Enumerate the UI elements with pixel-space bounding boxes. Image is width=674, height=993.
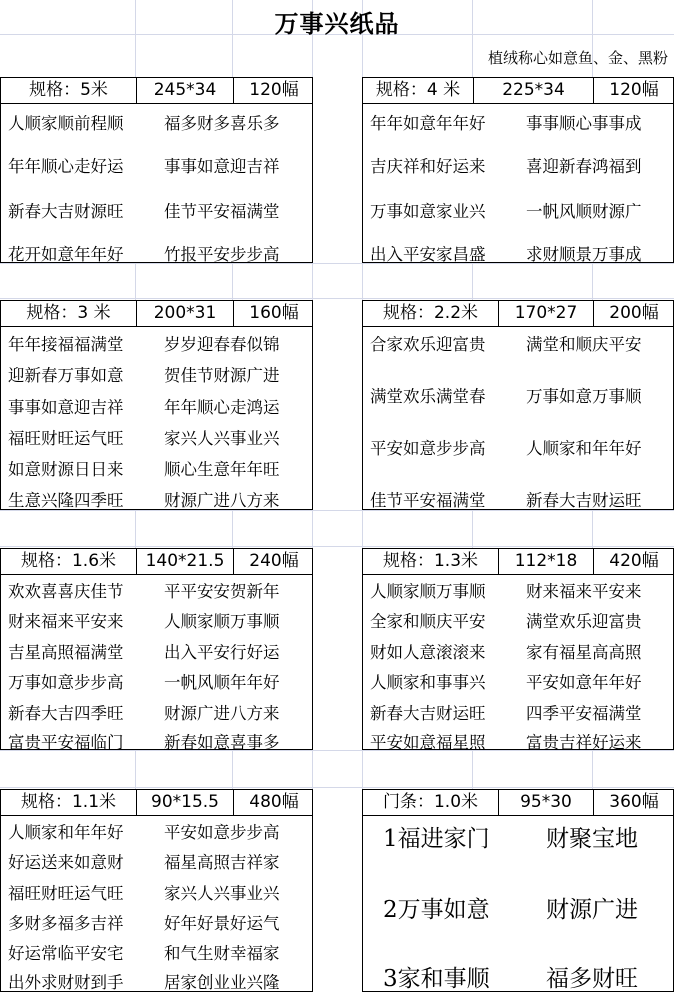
- size-label: 112*18: [498, 549, 593, 574]
- couplet-right: 顺心生意年年旺: [164, 460, 280, 479]
- couplet-right: 满堂和顺庆平安: [526, 335, 642, 354]
- spec-section-1-3m: [362, 548, 674, 750]
- grid-line: [0, 546, 674, 547]
- couplet-left: 出入平安家昌盛: [370, 245, 486, 264]
- section-header: [363, 78, 673, 104]
- couplet-left: 全家和顺庆平安: [370, 612, 486, 631]
- grid-line: [0, 787, 674, 788]
- couplet-left: 富贵平安福临门: [8, 733, 124, 752]
- couplet-left: 满堂欢乐满堂春: [370, 387, 486, 406]
- count-label: 240幅: [233, 549, 314, 574]
- count-label: 120幅: [233, 78, 314, 103]
- count-label: 360幅: [593, 790, 674, 815]
- spec-section-door-strip: [362, 789, 674, 992]
- couplet-left: 财来福来平安来: [8, 612, 124, 631]
- spec-section-1-6m: [0, 548, 313, 750]
- couplet-left: 人顺家和事事兴: [370, 673, 486, 692]
- couplet-left: 佳节平安福满堂: [370, 491, 486, 510]
- section-header: [363, 301, 673, 327]
- couplet-left: 新春大吉财源旺: [8, 202, 124, 221]
- section-header: [1, 78, 312, 104]
- couplet-right: 财源广进八方来: [164, 491, 280, 510]
- couplet-right: 新春如意喜事多: [164, 733, 280, 752]
- spec-label: 规格：2.2米: [382, 303, 479, 323]
- count-label: 420幅: [593, 549, 674, 574]
- section-header: [363, 549, 673, 575]
- couplet-left: 1福进家门: [383, 826, 490, 852]
- couplet-left: 生意兴隆四季旺: [8, 491, 124, 510]
- couplet-right: 年年顺心走鸿运: [164, 398, 280, 417]
- product-subtitle: 植绒称心如意鱼、金、黑粉: [487, 49, 668, 67]
- couplet-left: 欢欢喜喜庆佳节: [8, 582, 124, 601]
- couplet-left: 合家欢乐迎富贵: [370, 335, 486, 354]
- count-label: 120幅: [593, 78, 674, 103]
- couplet-right: 佳节平安福满堂: [164, 202, 280, 221]
- count-label: 160幅: [233, 301, 314, 326]
- couplet-right: 家兴人兴事业兴: [164, 884, 280, 903]
- size-label: 225*34: [473, 78, 593, 103]
- couplet-right: 平平安安贺新年: [164, 582, 280, 601]
- couplet-right: 人顺家和年年好: [526, 439, 642, 458]
- couplet-right: 财聚宝地: [546, 826, 638, 852]
- spec-label: 规格：1.1米: [20, 792, 117, 812]
- couplet-left: 年年如意年年好: [370, 114, 486, 133]
- couplet-left: 好运常临平安宅: [8, 944, 124, 963]
- couplet-right: 富贵吉祥好运来: [526, 733, 642, 752]
- couplet-left: 如意财源日日来: [8, 460, 124, 479]
- spec-section-3m: [0, 300, 313, 510]
- couplet-right: 事事顺心事事成: [526, 114, 642, 133]
- couplet-right: 出入平安行好运: [164, 643, 280, 662]
- couplet-right: 万事如意万事顺: [526, 387, 642, 406]
- couplet-left: 多财多福多吉祥: [8, 914, 124, 933]
- couplet-right: 福星高照吉祥家: [164, 853, 280, 872]
- couplet-right: 平安如意步步高: [164, 823, 280, 842]
- couplet-right: 贺佳节财源广进: [164, 366, 280, 385]
- section-header: [363, 790, 673, 816]
- couplet-left: 2万事如意: [383, 897, 490, 923]
- spec-label: 规格：1.6米: [20, 551, 117, 571]
- couplet-left: 3家和事顺: [383, 966, 490, 992]
- grid-line: [0, 298, 674, 299]
- couplet-right: 一帆风顺年年好: [164, 673, 280, 692]
- couplet-right: 家有福星高高照: [526, 643, 642, 662]
- couplet-right: 好年好景好运气: [164, 914, 280, 933]
- section-header: [1, 549, 312, 575]
- count-label: 200幅: [593, 301, 674, 326]
- couplet-right: 新春大吉财运旺: [526, 491, 642, 510]
- spec-label: 规格：3 米: [26, 303, 111, 323]
- couplet-right: 人顺家顺万事顺: [164, 612, 280, 631]
- couplet-left: 出外求财财到手: [8, 973, 124, 992]
- couplet-left: 吉星高照福满堂: [8, 643, 124, 662]
- spec-label: 规格：4 米: [375, 80, 461, 100]
- count-label: 480幅: [233, 790, 314, 815]
- couplet-left: 万事如意家业兴: [370, 202, 486, 221]
- couplet-left: 财如人意滚滚来: [370, 643, 486, 662]
- couplet-left: 福旺财旺运气旺: [8, 429, 124, 448]
- couplet-right: 满堂欢乐迎富贵: [526, 612, 642, 631]
- couplet-left: 平安如意福星照: [370, 733, 486, 752]
- spec-label: 规格：1.3米: [382, 551, 479, 571]
- couplet-right: 喜迎新春鸿福到: [526, 157, 642, 176]
- size-label: 245*34: [136, 78, 233, 103]
- size-label: 95*30: [498, 790, 593, 815]
- section-header: [1, 301, 312, 327]
- couplet-left: 福旺财旺运气旺: [8, 884, 124, 903]
- couplet-right: 平安如意年年好: [526, 673, 642, 692]
- couplet-left: 人顺家顺万事顺: [370, 582, 486, 601]
- couplet-right: 事事如意迎吉祥: [164, 157, 280, 176]
- couplet-right: 求财顺景万事成: [526, 245, 642, 264]
- couplet-left: 人顺家和年年好: [8, 823, 124, 842]
- couplet-right: 四季平安福满堂: [526, 704, 642, 723]
- couplet-right: 竹报平安步步高: [164, 245, 280, 264]
- couplet-right: 财源广进: [546, 897, 638, 923]
- couplet-left: 新春大吉财运旺: [370, 704, 486, 723]
- couplet-right: 居家创业业兴隆: [164, 973, 280, 992]
- spec-section-1-1m: [0, 789, 313, 992]
- couplet-left: 好运送来如意财: [8, 853, 124, 872]
- size-label: 170*27: [498, 301, 593, 326]
- couplet-right: 福多财旺: [546, 966, 638, 992]
- couplet-left: 花开如意年年好: [8, 245, 124, 264]
- couplet-right: 家兴人兴事业兴: [164, 429, 280, 448]
- couplet-right: 和气生财幸福家: [164, 944, 280, 963]
- couplet-right: 财源广进八方来: [164, 704, 280, 723]
- size-label: 90*15.5: [136, 790, 233, 815]
- couplet-left: 平安如意步步高: [370, 439, 486, 458]
- couplet-right: 财来福来平安来: [526, 582, 642, 601]
- spec-label: 门条：1.0米: [382, 792, 479, 812]
- spec-section-2-2m: [362, 300, 674, 510]
- size-label: 200*31: [136, 301, 233, 326]
- page-title: 万事兴纸品: [274, 9, 400, 38]
- couplet-right: 一帆风顺财源广: [526, 202, 642, 221]
- couplet-left: 万事如意步步高: [8, 673, 124, 692]
- couplet-left: 年年顺心走好运: [8, 157, 124, 176]
- spec-section-4m: [362, 77, 674, 263]
- couplet-left: 迎新春万事如意: [8, 366, 124, 385]
- couplet-left: 事事如意迎吉祥: [8, 398, 124, 417]
- couplet-left: 新春大吉四季旺: [8, 704, 124, 723]
- spec-label: 规格：5米: [29, 80, 108, 100]
- couplet-right: 福多财多喜乐多: [164, 114, 280, 133]
- couplet-right: 岁岁迎春春似锦: [164, 335, 280, 354]
- couplet-left: 人顺家顺前程顺: [8, 114, 124, 133]
- couplet-left: 年年接福福满堂: [8, 335, 124, 354]
- size-label: 140*21.5: [136, 549, 233, 574]
- spec-section-5m: [0, 77, 313, 263]
- couplet-left: 吉庆祥和好运来: [370, 157, 486, 176]
- section-header: [1, 790, 312, 816]
